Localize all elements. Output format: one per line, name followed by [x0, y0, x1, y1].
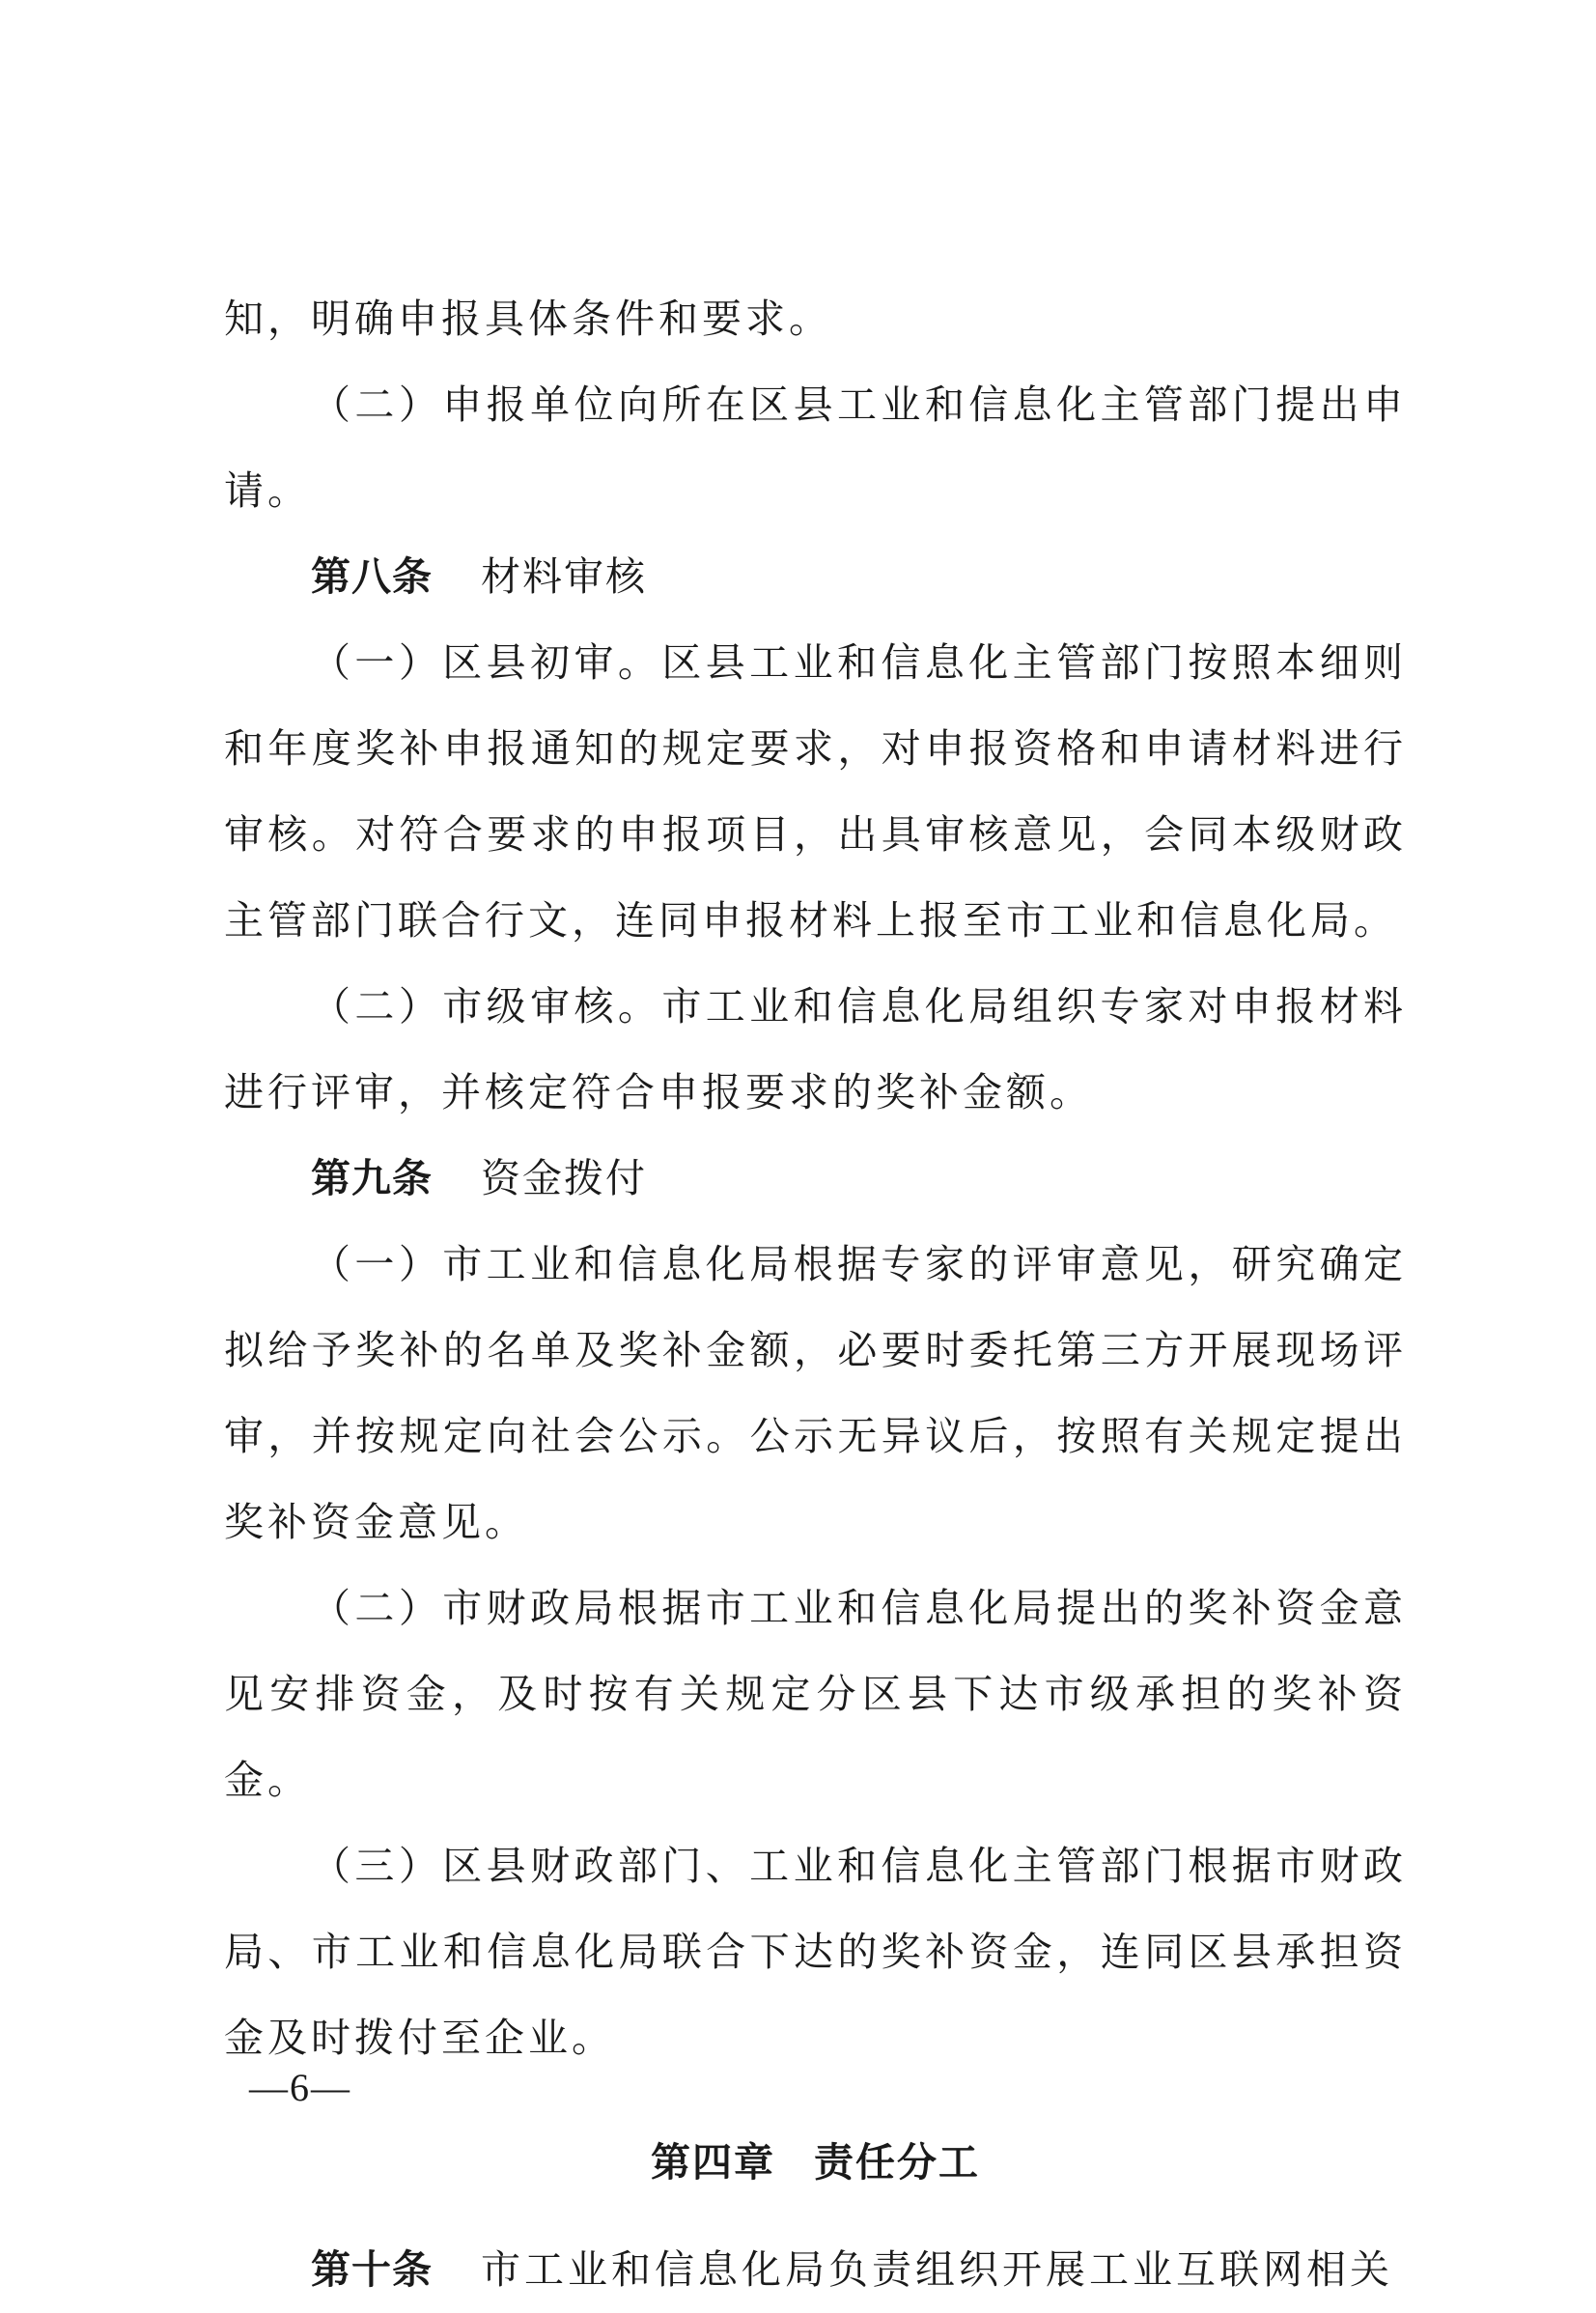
paragraph-district-payment: （三）区县财政部门、工业和信息化主管部门根据市财政局、市工业和信息化局联合下达的奖补资金，连同区县承担资金及时拨付至企业。 [224, 1843, 1407, 2061]
article-8-title: 材料审核 [481, 553, 647, 600]
paragraph-application: （二）申报单位向所在区县工业和信息化主管部门提出申请。 [224, 381, 1407, 514]
article-8-heading [224, 534, 1407, 620]
page-number: —6— [249, 2066, 351, 2109]
article-10-text: 市工业和信息化局负责组织开展工业互联网相关 [481, 2246, 1393, 2293]
body-text [224, 276, 1407, 2313]
paragraph-city-review: （二）市级审核。市工业和信息化局组织专家对申报材料进行评审，并核定符合申报要求的奖补金额。 [224, 983, 1407, 1115]
article-10 [224, 2227, 1407, 2313]
paragraph-finance-bureau: （二）市财政局根据市工业和信息化局提出的奖补资金意见安排资金，及时按有关规定分区县下达市级承担的奖补资金。 [224, 1585, 1407, 1803]
chapter-4-number: 第四章 [651, 2139, 775, 2186]
paragraph-fund-list: （一）市工业和信息化局根据专家的评审意见，研究确定拟给予奖补的名单及奖补金额，必要时委托第三方开展现场评审，并按规定向社会公示。公示无异议后，按照有关规定提出奖补资金意见。 [224, 1241, 1407, 1545]
chapter-4-heading [224, 2120, 1407, 2206]
chapter-4-title: 责任分工 [814, 2139, 980, 2186]
article-9-number: 第九条 [311, 1155, 433, 1201]
paragraph-continued: 知，明确申报具体条件和要求。 [224, 296, 832, 342]
article-8-number: 第八条 [311, 553, 433, 600]
paragraph-district-review: （一）区县初审。区县工业和信息化主管部门按照本细则和年度奖补申报通知的规定要求，对申报资格和申请材料进行审核。对符合要求的申报项目，出具审核意见，会同本级财政主管部门联合行文，连同申报材料上报至市工业和信息化局。 [224, 639, 1407, 944]
article-9-title: 资金拨付 [481, 1155, 647, 1201]
article-10-number: 第十条 [311, 2246, 433, 2293]
article-9-heading [224, 1136, 1407, 1222]
